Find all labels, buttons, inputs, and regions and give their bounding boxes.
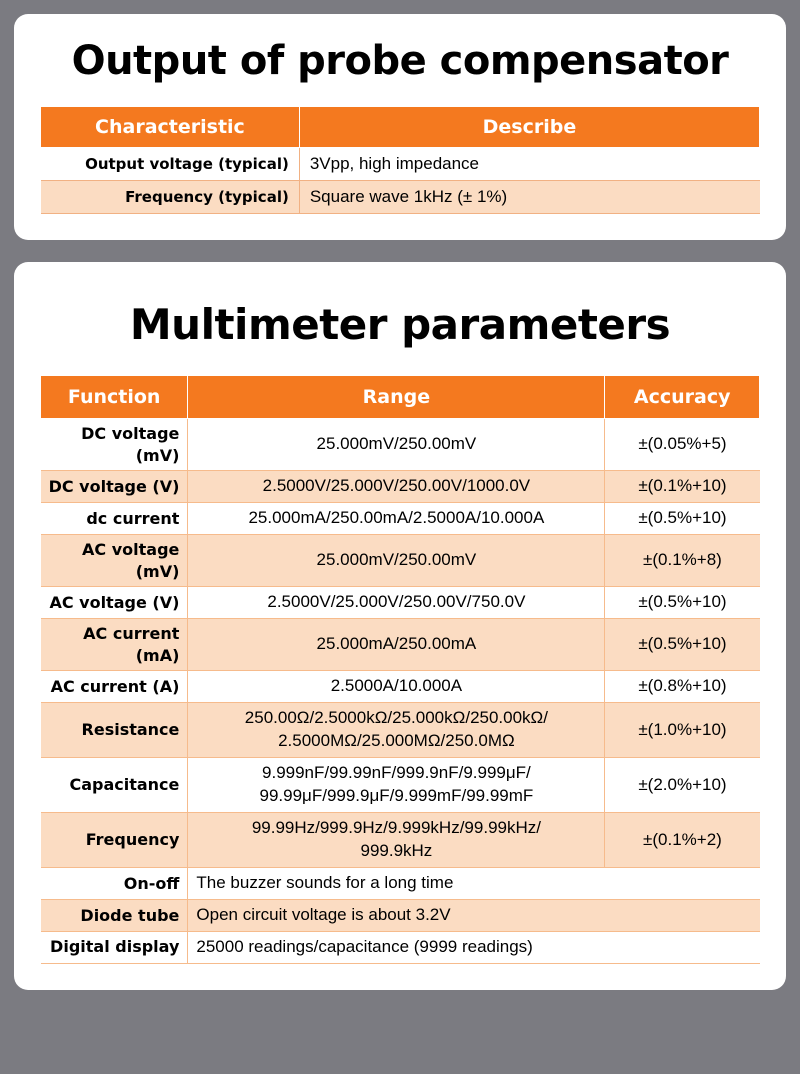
cell-function: AC voltage (mV) (41, 535, 188, 587)
table-row (41, 671, 760, 703)
cell-accuracy: ±(0.1%+8) (605, 535, 760, 587)
cell-function: Capacitance (41, 758, 188, 813)
column-header-function: Function (41, 376, 188, 419)
multimeter-parameters-card (14, 262, 786, 990)
table-header-row (41, 107, 760, 148)
probe-compensator-card (14, 14, 786, 240)
table-row (41, 619, 760, 671)
cell-characteristic: Frequency (typical) (41, 181, 300, 214)
multimeter-parameters-table (40, 375, 760, 964)
cell-range (188, 703, 605, 758)
table-row (41, 419, 760, 471)
cell-range: 25.000mV/250.00mV (188, 419, 605, 471)
table-row (41, 503, 760, 535)
cell-function: AC current (mA) (41, 619, 188, 671)
table-row (41, 899, 760, 931)
cell-description: 25000 readings/capacitance (9999 readings) (188, 931, 760, 963)
column-header-accuracy: Accuracy (605, 376, 760, 419)
probe-compensator-table (40, 106, 760, 214)
cell-accuracy: ±(1.0%+10) (605, 703, 760, 758)
table-row (41, 931, 760, 963)
cell-function: AC current (A) (41, 671, 188, 703)
page-title-probe-compensator: Output of probe compensator (71, 38, 729, 84)
cell-describe: Square wave 1kHz (± 1%) (299, 181, 759, 214)
cell-description: Open circuit voltage is about 3.2V (188, 899, 760, 931)
column-header-characteristic: Characteristic (41, 107, 300, 148)
cell-range-line1: 9.999nF/99.99nF/999.9nF/9.999μF/ (262, 763, 531, 783)
cell-accuracy: ±(2.0%+10) (605, 758, 760, 813)
table-row (41, 148, 760, 181)
cell-function: Resistance (41, 703, 188, 758)
cell-range-line1: 250.00Ω/2.5000kΩ/25.000kΩ/250.00kΩ/ (244, 708, 548, 728)
cell-function: dc current (41, 503, 188, 535)
cell-describe: 3Vpp, high impedance (299, 148, 759, 181)
cell-function: Diode tube (41, 899, 188, 931)
cell-range-line1: 99.99Hz/999.9Hz/9.999kHz/99.99kHz/ (251, 818, 541, 838)
cell-function: DC voltage (mV) (41, 419, 188, 471)
cell-description: The buzzer sounds for a long time (188, 867, 760, 899)
column-header-describe: Describe (299, 107, 759, 148)
cell-range: 2.5000V/25.000V/250.00V/750.0V (188, 587, 605, 619)
cell-accuracy: ±(0.1%+2) (605, 813, 760, 868)
cell-function: DC voltage (V) (41, 471, 188, 503)
cell-range (188, 813, 605, 868)
cell-range-line2: 999.9kHz (360, 841, 433, 860)
cell-accuracy: ±(0.5%+10) (605, 619, 760, 671)
cell-function: AC voltage (V) (41, 587, 188, 619)
column-header-range: Range (188, 376, 605, 419)
table-row (41, 535, 760, 587)
cell-function: Digital display (41, 931, 188, 963)
cell-accuracy: ±(0.8%+10) (605, 671, 760, 703)
cell-characteristic: Output voltage (typical) (41, 148, 300, 181)
table-row (41, 181, 760, 214)
page-title-multimeter-parameters: Multimeter parameters (129, 300, 671, 349)
table-row (41, 587, 760, 619)
cell-range (188, 758, 605, 813)
cell-range: 25.000mA/250.00mA (188, 619, 605, 671)
cell-function: On-off (41, 867, 188, 899)
cell-accuracy: ±(0.1%+10) (605, 471, 760, 503)
cell-range: 25.000mV/250.00mV (188, 535, 605, 587)
table-row (41, 867, 760, 899)
cell-accuracy: ±(0.05%+5) (605, 419, 760, 471)
cell-accuracy: ±(0.5%+10) (605, 503, 760, 535)
cell-range: 2.5000V/25.000V/250.00V/1000.0V (188, 471, 605, 503)
cell-accuracy: ±(0.5%+10) (605, 587, 760, 619)
cell-function: Frequency (41, 813, 188, 868)
cell-range-line2: 2.5000MΩ/25.000MΩ/250.0MΩ (278, 731, 515, 751)
cell-range: 25.000mA/250.00mA/2.5000A/10.000A (188, 503, 605, 535)
table-header-row (41, 376, 760, 419)
table-row (41, 703, 760, 758)
table-row (41, 758, 760, 813)
table-row (41, 813, 760, 868)
table-row (41, 471, 760, 503)
cell-range-line2: 99.99μF/999.9μF/9.999mF/99.99mF (259, 786, 534, 806)
cell-range: 2.5000A/10.000A (188, 671, 605, 703)
